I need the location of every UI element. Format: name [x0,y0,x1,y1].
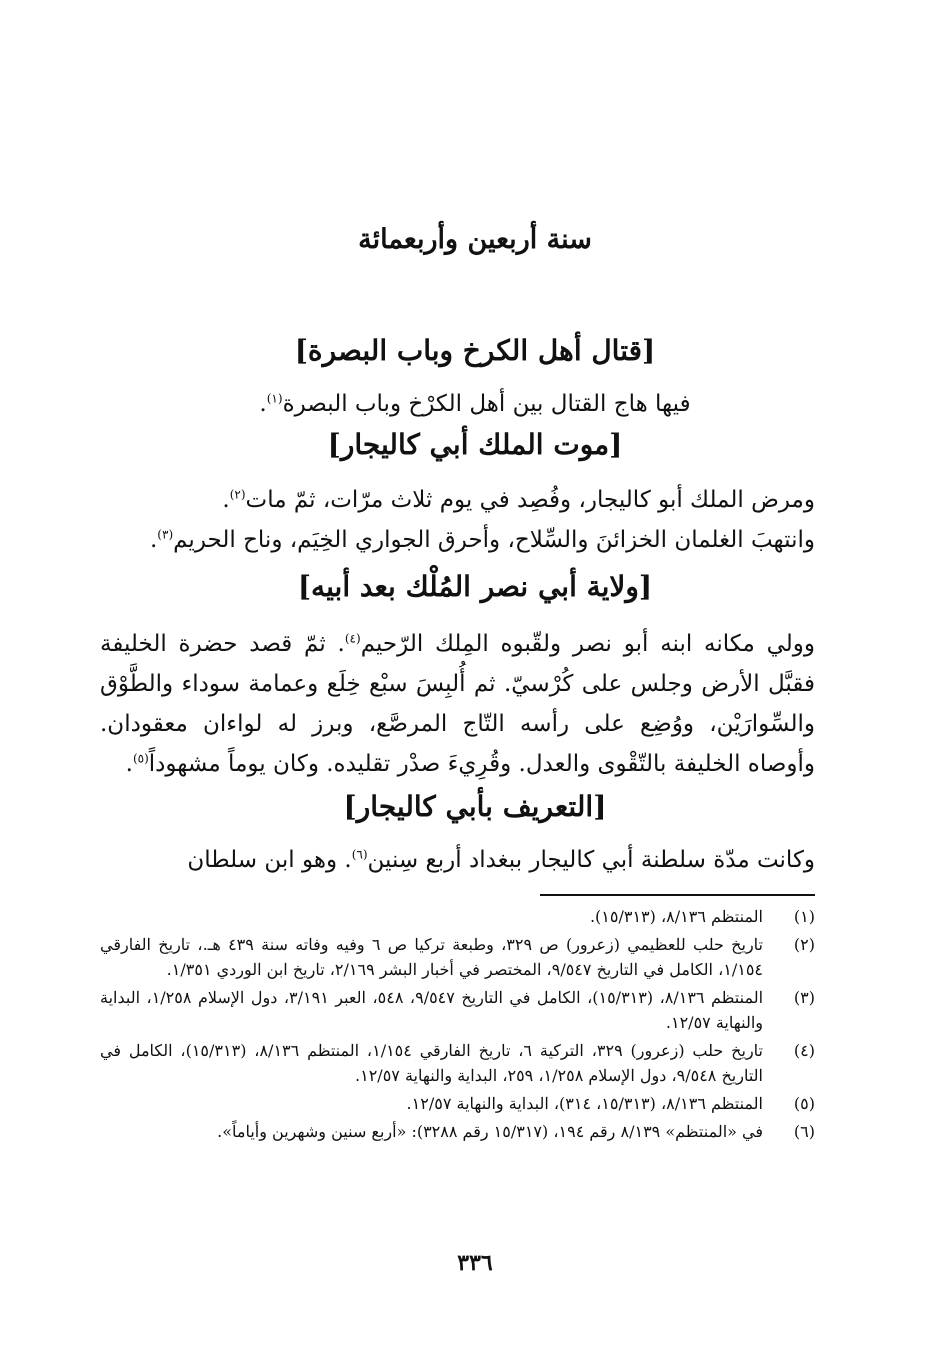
footnote-ref: (٥) [132,751,149,766]
section-2-paragraph-2 [100,520,815,560]
footnote-number: (٥) [793,1094,815,1113]
footnote-number: (١) [793,907,815,926]
paragraph-text-end: . [259,391,267,417]
footnote-ref: (١) [266,391,283,406]
footnote-3 [100,985,815,1035]
year-title: سنة أربعين وأربعمائة [358,224,592,255]
footnote-6 [100,1119,815,1144]
paragraph-text: وولي مكانه ابنه أبو نصر ولقّبوه المِلك الرّحيم [360,631,815,657]
section-4-paragraph [100,840,815,880]
paragraph-text-end: . [222,487,230,513]
paragraph-text-end: . وهو ابن سلطان [187,847,352,873]
page-number: ٣٣٦ [457,1250,493,1276]
footnotes [100,904,815,1147]
footnote-1 [100,904,815,929]
paragraph-text: فيها هاج القتال بين أهل الكرْخ وباب البصرة [282,391,691,417]
section-heading-2: [موت الملك أبي كاليجار] [327,428,623,461]
footnote-ref: (٤) [344,631,361,646]
paragraph-text-end: . [125,751,133,777]
footnote-4 [100,1038,815,1088]
footnote-text: تاريخ حلب (زعرور) ٣٢٩، التركية ٦، تاريخ الفارقي ١/١٥٤، المنتظم ٨/١٣٦، (١٥/٣١٣)، الكامل في التاريخ ٩/٥٤٨، دول الإسلام ١/٢٥٨، ٢٥٩، البداية والنهاية ١٢/٥٧. [100,1041,764,1085]
footnote-ref: (٢) [229,487,246,502]
paragraph-text: ومرض الملك أبو كاليجار، وفُصِد في يوم ثلاث مرّات، ثمّ مات [245,487,815,513]
footnote-number: (٣) [793,988,815,1007]
section-3-paragraph [100,624,815,784]
footnote-number: (٤) [793,1041,815,1060]
footnote-text: تاريخ حلب للعظيمي (زعرور) ص ٣٢٩، وطبعة تركيا ص ٦ وفيه وفاته سنة ٤٣٩ هـ.، تاريخ الفارقي ١/١٥٤، الكامل في التاريخ ٩/٥٤٧، المختصر في أخبار البشر ٢/١٦٩، تاريخ ابن الوردي ١/٣٥١. [100,935,763,979]
paragraph-text: وانتهبَ الغلمان الخزائنَ والسِّلاح، وأحرق الجواري الخِيَم، وناح الحريم [173,527,815,553]
footnote-number: (٢) [793,935,815,954]
footnote-2 [100,932,815,982]
section-heading-4: [التعريف بأبي كاليجار] [343,790,607,823]
footnote-ref: (٣) [157,527,174,542]
section-2-paragraph-1 [100,480,815,520]
footnote-text: في «المنتظم» ٨/١٣٩ رقم ١٩٤، (١٥/٣١٧ رقم ٣٢٨٨): «أربع سنين وشهرين وأياماً». [217,1122,763,1141]
section-heading-3: [ولاية أبي نصر المُلْك بعد أبيه] [297,570,653,603]
paragraph-text-mid: . ثمّ قصد حضرة الخليفة فقبَّل الأرض وجلس على كُرْسيّ. ثم أُلبِسَ سبْع خِلَع وعمامة سوداء والطَّوْق والسِّوارَيْن، ووُضِع على رأسه التّاج المرصَّع، وبرز له لواءان معقودان. وأوصاه الخليفة بالتّقْوى والعدل. وقُرِيءَ صدْر تقليده. وكان يوماً مشهوداً [100,631,815,777]
footnote-ref: (٦) [351,847,368,862]
section-heading-1: [قتال أهل الكرخ وباب البصرة] [294,334,656,367]
paragraph-text-end: . [149,527,158,553]
footnote-number: (٦) [793,1122,815,1141]
section-1-paragraph [0,384,950,424]
paragraph-text: وكانت مدّة سلطنة أبي كاليجار ببغداد أربع سِنين [367,847,815,873]
footnote-text: المنتظم ٨/١٣٦، (١٥/٣١٣). [589,907,763,926]
footnote-text: المنتظم ٨/١٣٦، (١٥/٣١٣، ٣١٤)، البداية والنهاية ١٢/٥٧. [406,1094,763,1113]
footnote-text: المنتظم ٨/١٣٦، (١٥/٣١٣)، الكامل في التاريخ ٩/٥٤٧، ٥٤٨، العبر ٣/١٩١، دول الإسلام ١/٢٥٨، البداية والنهاية ١٢/٥٧. [100,988,764,1032]
footnote-separator [540,894,815,896]
footnote-5 [100,1091,815,1116]
